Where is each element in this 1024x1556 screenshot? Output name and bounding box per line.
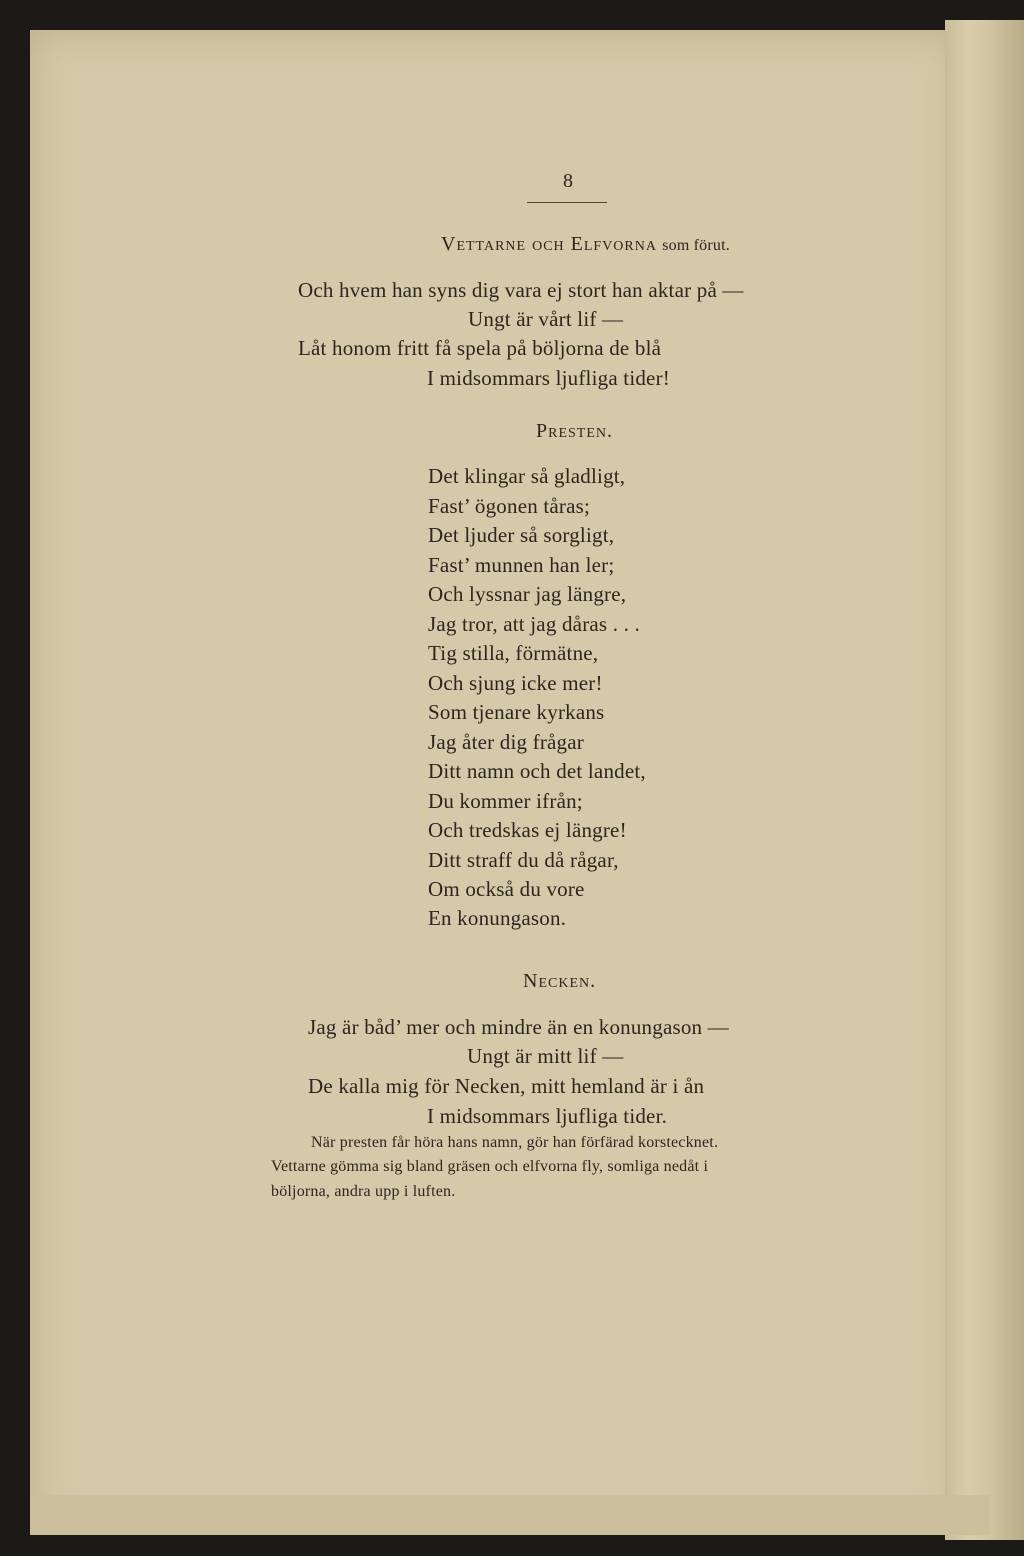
- verse-line: Jag tror, att jag dåras . . .: [428, 612, 640, 636]
- verse-line: Låt honom fritt få spela på böljorna de blå: [298, 336, 662, 360]
- verse-line: De kalla mig för Necken, mitt hemland är i ån: [308, 1074, 705, 1098]
- verse-line: En konungason.: [428, 906, 567, 930]
- verse-line: Fast’ ögonen tåras;: [428, 494, 591, 518]
- page-bottom-edge: [30, 1495, 990, 1535]
- verse-line: Fast’ munnen han ler;: [428, 553, 615, 577]
- verse-line: Och hvem han syns dig vara ej stort han aktar på —: [298, 278, 744, 302]
- stage-direction-line: böljorna, andra upp i luften.: [271, 1183, 456, 1200]
- verse-line: Du kommer ifrån;: [428, 789, 583, 813]
- verse-line: Om också du vore: [428, 877, 585, 901]
- verse-line: Det klingar så gladligt,: [428, 464, 626, 488]
- speaker-heading-presten: Presten.: [536, 420, 614, 442]
- page-edge: [945, 20, 1024, 1540]
- speaker-heading-vettarne: [441, 233, 730, 256]
- verse-line: Ditt straff du då rågar,: [428, 848, 619, 872]
- stage-direction-line: När presten får höra hans namn, gör han förfärad korstecknet.: [311, 1134, 719, 1151]
- verse-line: Ungt är mitt lif —: [467, 1044, 624, 1068]
- verse-line: Jag åter dig frågar: [428, 730, 584, 754]
- verse-line: Ditt namn och det landet,: [428, 759, 646, 783]
- verse-line: Som tjenare kyrkans: [428, 700, 605, 724]
- verse-line: Jag är båd’ mer och mindre än en konungason —: [308, 1015, 729, 1039]
- verse-line: Tig stilla, förmätne,: [428, 641, 599, 665]
- verse-line: Och tredskas ej längre!: [428, 818, 627, 842]
- verse-line: Det ljuder så sorgligt,: [428, 523, 615, 547]
- verse-line: Och sjung icke mer!: [428, 671, 603, 695]
- verse-line: Ungt är vårt lif —: [468, 307, 624, 331]
- speaker-heading-necken: Necken.: [523, 970, 597, 992]
- stage-direction-inline: som förut.: [662, 237, 730, 254]
- stage-direction-line: Vettarne gömma sig bland gräsen och elfvorna fly, somliga nedåt i: [271, 1158, 709, 1175]
- verse-line: I midsommars ljufliga tider!: [427, 366, 670, 390]
- page-number: 8: [563, 170, 574, 192]
- page-number-rule: [527, 202, 607, 203]
- verse-line: Och lyssnar jag längre,: [428, 582, 627, 606]
- speaker-name: Vettarne och Elfvorna: [441, 233, 657, 255]
- verse-line: I midsommars ljufliga tider.: [427, 1104, 668, 1128]
